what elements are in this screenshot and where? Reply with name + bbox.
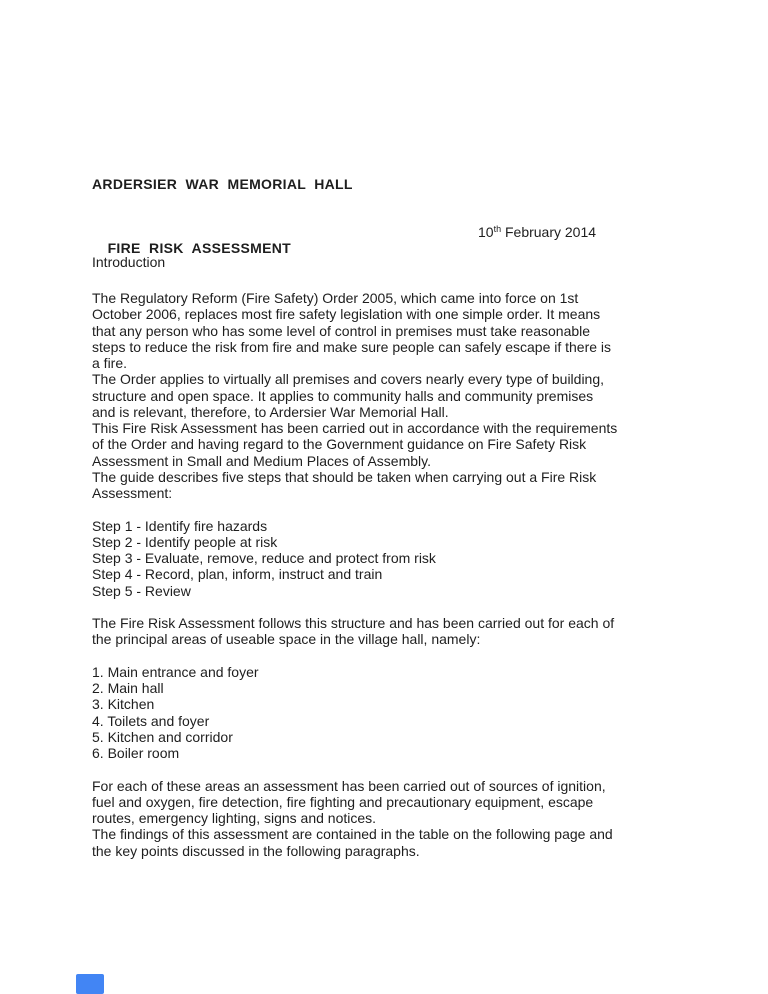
document-title: ARDERSIER WAR MEMORIAL HALL <box>92 176 353 192</box>
text-line <box>92 761 692 777</box>
text-line: Step 5 - Review <box>92 582 191 599</box>
text-line: 4. Toilets and foyer <box>92 712 210 729</box>
text-line: a fire. <box>92 355 128 371</box>
text-line: Assessment: <box>92 485 173 501</box>
text-line: steps to reduce the risk from fire and make sure people can safely escape if there is <box>92 338 612 355</box>
text-line: October 2006, replaces most fire safety legislation with one simple order. It means <box>92 306 601 323</box>
text-line: The findings of this assessment are contained in the table on the following page and <box>92 826 613 843</box>
document-date <box>478 224 596 240</box>
text-line: The Regulatory Reform (Fire Safety) Order 2005, which came into force on 1st <box>92 290 579 306</box>
date-day: 10 <box>478 224 494 240</box>
text-line: Assessment in Small and Medium Places of Assembly. <box>92 452 431 469</box>
text-line: structure and open space. It applies to community halls and community premises <box>92 387 594 404</box>
text-line: 2. Main hall <box>92 680 164 696</box>
text-line: 3. Kitchen <box>92 696 155 713</box>
text-line: 1. Main entrance and foyer <box>92 663 259 680</box>
fire-risk-assessment-heading: FIRE RISK ASSESSMENT <box>107 240 292 256</box>
text-line: that any person who has some level of control in premises must take reasonable <box>92 322 591 339</box>
date-ordinal: th <box>493 224 502 234</box>
text-line <box>92 599 692 615</box>
text-line: and is relevant, therefore, to Ardersier War Memorial Hall. <box>92 403 449 420</box>
text-line <box>92 648 692 664</box>
text-line: routes, emergency lighting, signs and notices. <box>92 810 377 826</box>
date-month-year: February 2014 <box>501 224 597 240</box>
text-line: Step 4 - Record, plan, inform, instruct and train <box>92 566 383 583</box>
text-line: fuel and oxygen, fire detection, fire fighting and precautionary equipment, escape <box>92 793 594 810</box>
text-line: the key points discussed in the following paragraphs. <box>92 842 420 859</box>
text-line: The guide describes five steps that should be taken when carrying out a Fire Risk <box>92 468 597 485</box>
text-line: This Fire Risk Assessment has been carried out in accordance with the requirements <box>92 420 618 436</box>
introduction-label: Introduction <box>92 254 166 270</box>
text-line: The Order applies to virtually all premises and covers nearly every type of building, <box>92 371 605 388</box>
document-body <box>92 290 692 859</box>
text-line: Step 2 - Identify people at risk <box>92 533 278 550</box>
text-line: 6. Boiler room <box>92 745 180 761</box>
text-line: For each of these areas an assessment has been carried out of sources of ignition, <box>92 777 606 794</box>
text-line: of the Order and having regard to the Government guidance on Fire Safety Risk <box>92 436 587 453</box>
text-line <box>92 501 692 517</box>
text-line: 5. Kitchen and corridor <box>92 728 233 745</box>
text-line: Step 1 - Identify fire hazards <box>92 517 268 534</box>
text-line: The Fire Risk Assessment follows this structure and has been carried out for each of <box>92 615 615 631</box>
heading-row <box>92 224 676 256</box>
corner-logo <box>76 974 104 994</box>
text-line: the principal areas of useable space in the village hall, namely: <box>92 631 481 648</box>
text-line: Step 3 - Evaluate, remove, reduce and protect from risk <box>92 550 436 566</box>
